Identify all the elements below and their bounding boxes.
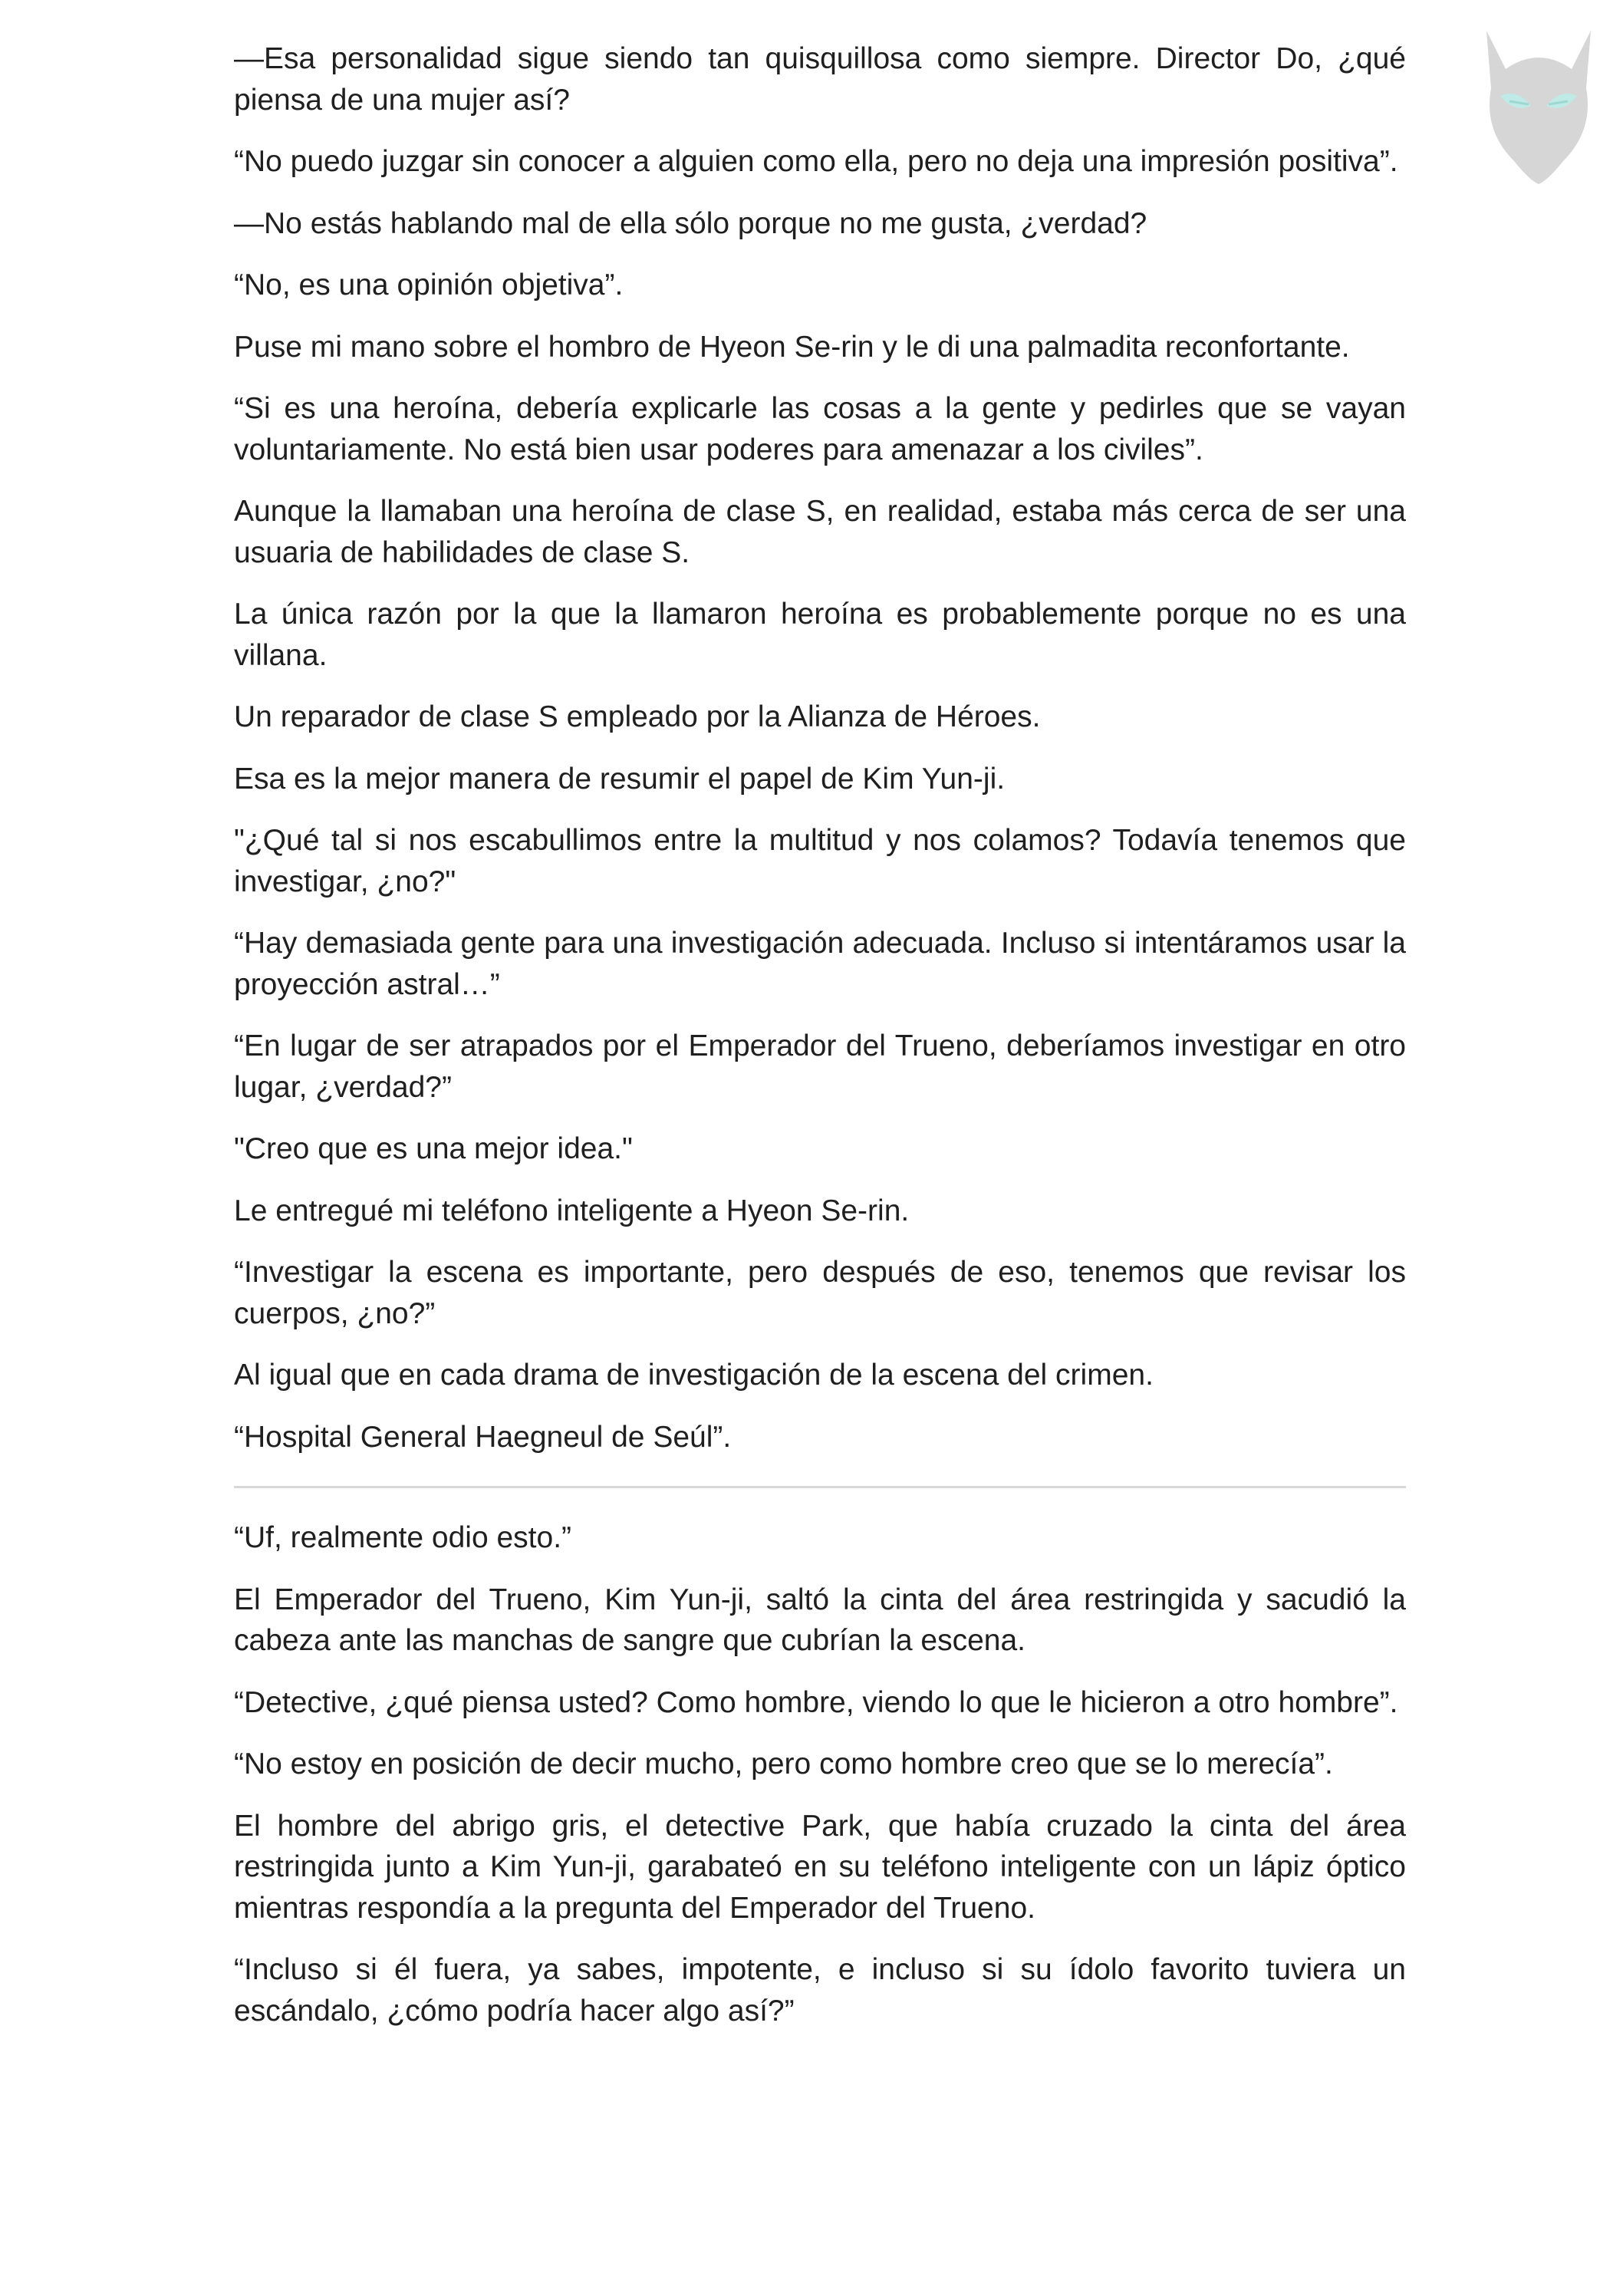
- paragraph: “Investigar la escena es importante, pero después de eso, tenemos que revisar los cuerpos, ¿no?”: [234, 1256, 1406, 1330]
- paragraph: "Creo que es una mejor idea.": [234, 1132, 633, 1165]
- paragraph: Le entregué mi teléfono inteligente a Hyeon Se-rin.: [234, 1194, 910, 1227]
- paragraph: “Detective, ¿qué piensa usted? Como hombre, viendo lo que le hicieron a otro hombre”.: [234, 1685, 1398, 1719]
- paragraph: —No estás hablando mal de ella sólo porque no me gusta, ¿verdad?: [234, 206, 1147, 240]
- paragraph: “No puedo juzgar sin conocer a alguien como ella, pero no deja una impresión positiva”.: [234, 145, 1398, 178]
- section-2: [234, 1517, 1406, 2031]
- paragraph: “Uf, realmente odio esto.”: [234, 1521, 572, 1554]
- paragraph: "¿Qué tal si nos escabullimos entre la multitud y nos colamos? Todavía tenemos que investigar, ¿no?": [234, 824, 1406, 898]
- document-body: [234, 38, 1406, 2052]
- section-1: [234, 38, 1406, 1458]
- paragraph: “Si es una heroína, debería explicarle las cosas a la gente y pedirles que se vayan voluntariamente. No está bien usar poderes para amenazar a los civiles”.: [234, 392, 1406, 466]
- paragraph: “No estoy en posición de decir mucho, pero como hombre creo que se lo merecía”.: [234, 1748, 1333, 1780]
- paragraph: Aunque la llamaban una heroína de clase S, en realidad, estaba más cerca de ser una usuaria de habilidades de clase S.: [234, 495, 1406, 569]
- paragraph: El Emperador del Trueno, Kim Yun-ji, saltó la cinta del área restringida y sacudió la cabeza ante las manchas de sangre que cubrían la escena.: [234, 1583, 1406, 1657]
- paragraph: Esa es la mejor manera de resumir el papel de Kim Yun-ji.: [234, 762, 1006, 796]
- paragraph: “Hay demasiada gente para una investigación adecuada. Incluso si intentáramos usar la proyección astral…”: [234, 927, 1406, 1001]
- paragraph: “Hospital General Haegneul de Seúl”.: [234, 1420, 732, 1454]
- paragraph: “En lugar de ser atrapados por el Emperador del Trueno, deberíamos investigar en otro lugar, ¿verdad?”: [234, 1029, 1406, 1104]
- paragraph: La única razón por la que la llamaron heroína es probablemente porque no es una villana.: [234, 598, 1406, 672]
- paragraph: Un reparador de clase S empleado por la Alianza de Héroes.: [234, 700, 1041, 733]
- paragraph: —Esa personalidad sigue siendo tan quisquillosa como siempre. Director Do, ¿qué piensa de una mujer así?: [234, 42, 1406, 117]
- section-divider: [234, 1486, 1406, 1488]
- paragraph: Al igual que en cada drama de investigación de la escena del crimen.: [234, 1359, 1154, 1392]
- demon-mask-logo-icon: [1463, 15, 1614, 188]
- paragraph: Puse mi mano sobre el hombro de Hyeon Se-rin y le di una palmadita reconfortante.: [234, 330, 1350, 364]
- paragraph: “Incluso si él fuera, ya sabes, impotente, e incluso si su ídolo favorito tuviera un escándalo, ¿cómo podría hacer algo así?”: [234, 1953, 1406, 2028]
- paragraph: “No, es una opinión objetiva”.: [234, 268, 624, 301]
- paragraph: El hombre del abrigo gris, el detective Park, que había cruzado la cinta del área restringida junto a Kim Yun-ji, garabateó en su teléfono inteligente con un lápiz óptico mientras respondía a la pregunta del Emperador del Trueno.: [234, 1809, 1406, 1925]
